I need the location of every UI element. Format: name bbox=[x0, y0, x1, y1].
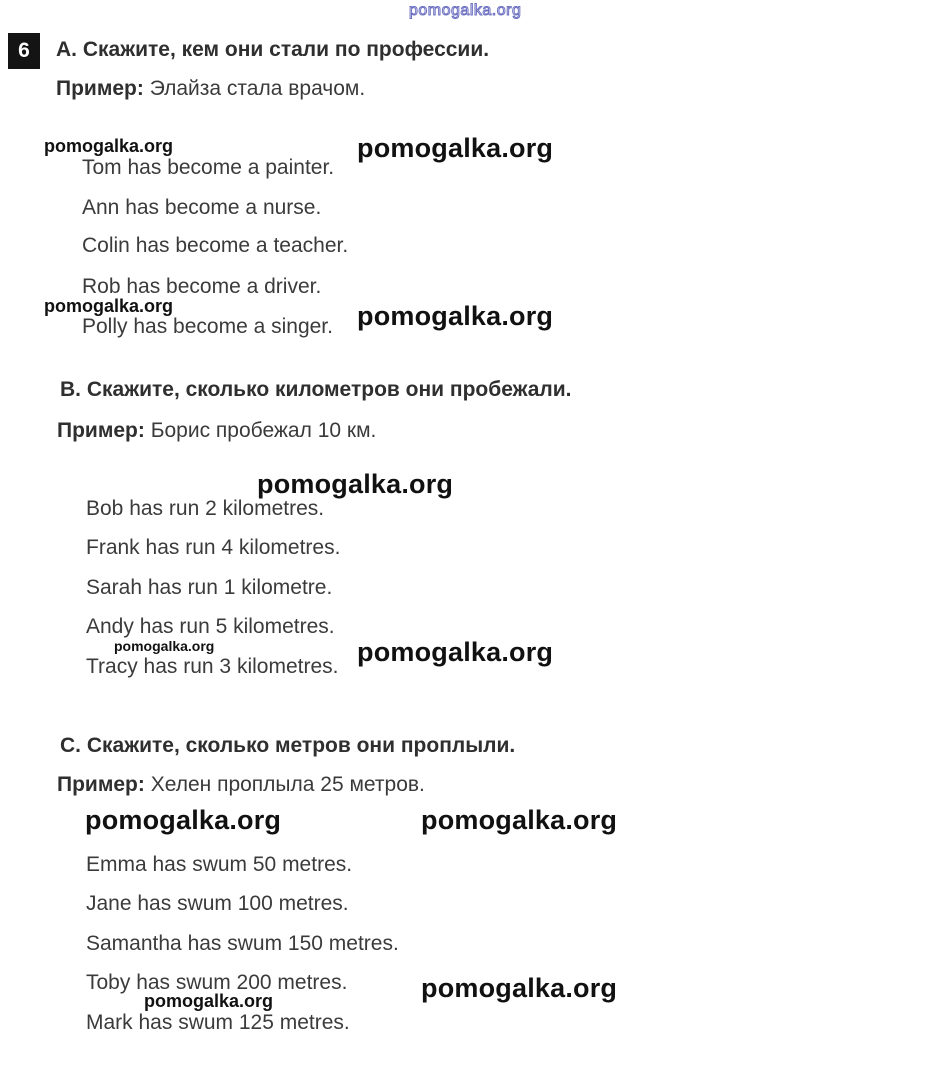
watermark-large: pomogalka.org bbox=[85, 805, 282, 835]
example-text: Хелен проплыла 25 метров. bbox=[150, 773, 425, 796]
answer-b-1: Bob has run 2 kilometres. bbox=[86, 497, 325, 520]
section-b-title: B. Скажите, сколько километров они пробежали. bbox=[60, 378, 572, 401]
answer-a-3: Colin has become a teacher. bbox=[82, 234, 349, 257]
answer-b-3: Sarah has run 1 kilometre. bbox=[86, 576, 333, 599]
answer-c-5: Mark has swum 125 metres. bbox=[86, 1011, 350, 1034]
watermark-large: pomogalka.org bbox=[421, 805, 618, 835]
answer-a-1: Tom has become a painter. bbox=[82, 156, 335, 179]
watermark-tiny: pomogalka.org bbox=[114, 638, 215, 654]
answer-b-4: Andy has run 5 kilometres. bbox=[86, 615, 335, 638]
watermark-small: pomogalka.org bbox=[44, 296, 174, 316]
section-c-title: C. Скажите, сколько метров они проплыли. bbox=[60, 734, 516, 757]
watermark-large: pomogalka.org bbox=[257, 469, 454, 499]
watermark-large: pomogalka.org bbox=[357, 133, 554, 163]
answer-c-1: Emma has swum 50 metres. bbox=[86, 853, 353, 876]
answer-a-2: Ann has become a nurse. bbox=[82, 196, 322, 219]
exercise-number-badge: 6 bbox=[8, 33, 40, 69]
answer-c-2: Jane has swum 100 metres. bbox=[86, 892, 349, 915]
watermark-large: pomogalka.org bbox=[421, 973, 618, 1003]
answer-a-4: Rob has become a driver. bbox=[82, 275, 322, 298]
example-text: Элайза стала врачом. bbox=[149, 77, 366, 100]
example-label: Пример: bbox=[57, 773, 145, 796]
example-label: Пример: bbox=[57, 419, 145, 442]
answer-c-4: Toby has swum 200 metres. bbox=[86, 971, 348, 994]
watermark-small: pomogalka.org bbox=[44, 136, 174, 156]
section-a-title: A. Скажите, кем они стали по профессии. bbox=[56, 38, 490, 61]
watermark-small: pomogalka.org bbox=[144, 991, 274, 1011]
example-label: Пример: bbox=[56, 77, 144, 100]
answer-c-3: Samantha has swum 150 metres. bbox=[86, 932, 399, 955]
watermark-large: pomogalka.org bbox=[357, 637, 554, 667]
top-watermark: pomogalka.org bbox=[409, 2, 522, 19]
answer-b-5: Tracy has run 3 kilometres. bbox=[86, 655, 339, 678]
section-b-example bbox=[57, 419, 376, 443]
example-text: Борис пробежал 10 км. bbox=[150, 419, 377, 442]
watermark-large: pomogalka.org bbox=[357, 301, 554, 331]
answer-a-5: Polly has become a singer. bbox=[82, 315, 333, 338]
answer-b-2: Frank has run 4 kilometres. bbox=[86, 536, 341, 559]
section-c-example bbox=[57, 773, 425, 797]
section-a-example bbox=[56, 77, 365, 101]
